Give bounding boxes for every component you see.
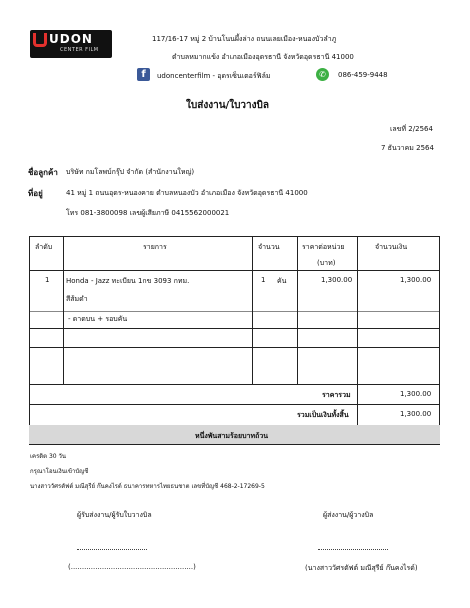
customer-contact: โทร 081-3800098 เลขผู้เสียภาษี 0415562000021 bbox=[66, 209, 230, 217]
address-line-1: 117/16-17 หมู่ 2 บ้านโนนผึ้งล่าง ถนนเลยเมือง-หนองบัวลำภู bbox=[152, 35, 337, 43]
receiver-signature-line bbox=[318, 549, 388, 550]
row-unit: คัน bbox=[277, 277, 287, 285]
facebook-icon: f bbox=[137, 68, 150, 81]
total-label: ราคารวม bbox=[322, 391, 351, 399]
receiver-label: ผู้ส่งงาน/ผู้วางบิล bbox=[323, 511, 374, 519]
header-unit-price: ราคาต่อหน่วย bbox=[302, 243, 345, 251]
row-amount: 1,300.00 bbox=[400, 276, 432, 284]
row-unit-price: 1,300.00 bbox=[321, 276, 353, 284]
receiver-name: (นางสาววัศรตัฟต์ มณีสุรีย์ ก๊นคงไรด์) bbox=[305, 564, 418, 572]
document-date: 7 ธันวาคม 2564 bbox=[381, 144, 434, 152]
sender-label: ผู้รับส่งงาน/ผู้รับใบวางบิล bbox=[77, 511, 152, 519]
bank-account: นางสาววัศรตัฟต์ มณีสุรีย์ ก๊นคงไรด์ ธนาคารทหารไทยธนชาต เลขที่บัญชี 468-2-17269-5 bbox=[30, 483, 265, 490]
row-item-line-1: Honda - Jazz ทะเบียน 1กข 3093 กทม. bbox=[66, 277, 190, 285]
address-line-2: ตำบลหมากแข้ง อำเภอเมืองอุดรธานี จังหวัดอุดรธานี 41000 bbox=[172, 53, 354, 61]
total-value: 1,300.00 bbox=[400, 390, 432, 398]
phone-number: 086-459-9448 bbox=[338, 71, 388, 79]
row-no: 1 bbox=[45, 276, 50, 284]
sender-signature-line bbox=[77, 549, 147, 550]
sender-name: (.......................................................) bbox=[68, 563, 196, 571]
amount-in-words: หนึ่งพันสามร้อยบาทถ้วน bbox=[195, 432, 269, 440]
header-qty: จำนวน bbox=[258, 243, 280, 251]
header-unit-price-sub: (บาท) bbox=[317, 259, 336, 267]
row-item-line-2: สีส้มดำ bbox=[66, 295, 88, 303]
customer-address: 41 หมู่ 1 ถนนอุดร-หนองคาย ตำบลหนองบัว อำเภอเมือง จังหวัดอุดรธานี 41000 bbox=[66, 189, 308, 197]
document-number: เลขที่ 2/2564 bbox=[390, 125, 433, 133]
phone-icon: ✆ bbox=[316, 68, 329, 81]
row-qty: 1 bbox=[261, 276, 266, 284]
row-note: - ดาดบน + รอบคัน bbox=[68, 315, 128, 323]
header-amount: จำนวนเงิน bbox=[375, 243, 408, 251]
company-logo bbox=[30, 30, 112, 58]
facebook-name: udoncenterfilm - อุดรเซ็นเตอร์ฟิล์ม bbox=[157, 72, 271, 80]
header-no: ลำดับ bbox=[35, 243, 53, 251]
logo-text: UDON bbox=[49, 32, 93, 46]
credit-terms: เครดิต 30 วัน bbox=[30, 453, 66, 460]
header-item: รายการ bbox=[143, 243, 167, 251]
grand-total-value: 1,300.00 bbox=[400, 410, 432, 418]
logo-mark bbox=[33, 33, 47, 47]
customer-name-label: ชื่อลูกค้า bbox=[28, 168, 58, 177]
grand-total-label: รวมเป็นเงินทั้งสิ้น bbox=[297, 411, 349, 419]
logo-subtext: CENTER FILM bbox=[60, 47, 99, 53]
document-title: ใบส่งงาน/ใบวางบิล bbox=[186, 100, 270, 111]
customer-name: บริษัท กมโลพบ์กรุ๊ป จำกัด (สำนักงานใหญ่) bbox=[66, 168, 195, 176]
transfer-note: กรุณาโอนเงินเข้าบัญชี bbox=[30, 468, 89, 475]
customer-address-label: ที่อยู่ bbox=[28, 189, 43, 198]
